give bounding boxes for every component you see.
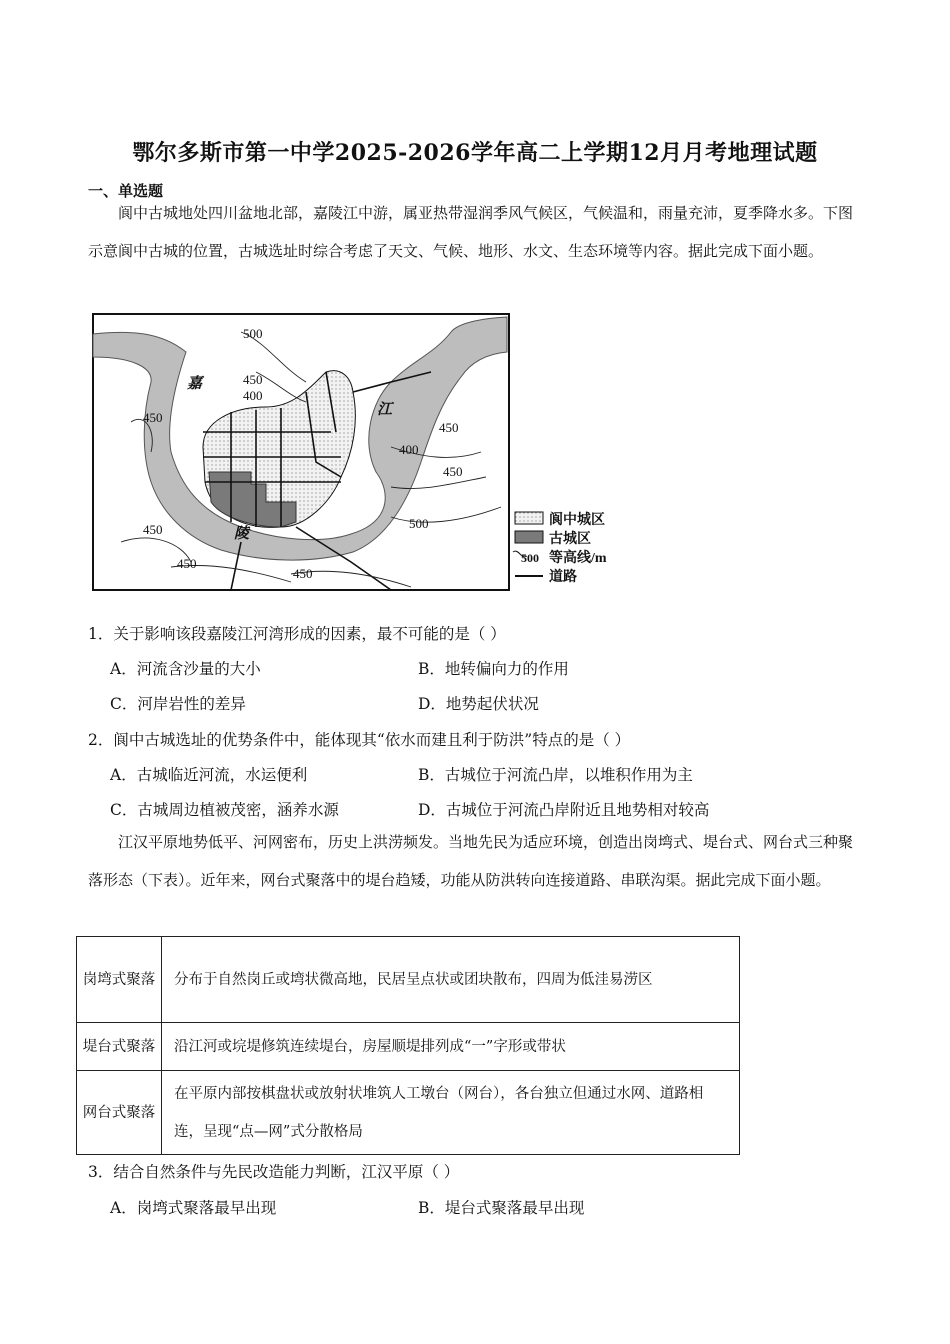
q2-option-a[interactable]: A．古城临近河流，水运便利 [110,766,308,784]
q2-option-b[interactable]: B．古城位于河流凸岸，以堆积作用为主 [418,766,693,784]
question-2-stem: 2．阆中古城选址的优势条件中，能体现其“依水而建且利于防洪”特点的是（ ） [88,731,631,749]
q3-option-b[interactable]: B．堤台式聚落最早出现 [418,1199,585,1217]
settlement-desc: 分布于自然岗丘或塆状微高地，民居呈点状或团块散布，四周为低洼易涝区 [162,937,740,1023]
settlement-desc: 沿江河或垸堤修筑连续堤台，房屋顺堤排列成“一”字形或带状 [162,1023,740,1071]
q1-option-c[interactable]: C．河岸岩性的差异 [110,695,246,713]
table-row [77,1071,740,1155]
q1-option-a[interactable]: A．河流含沙量的大小 [110,660,261,678]
question-3-stem: 3．结合自然条件与先民改造能力判断，江汉平原（ ） [88,1163,460,1181]
contour-label: 400 [399,442,419,457]
contour-label: 450 [439,420,459,435]
q1-option-b[interactable]: B．地转偏向力的作用 [418,660,569,678]
map-legend [513,511,607,585]
q3-option-a[interactable]: A．岗塆式聚落最早出现 [110,1199,277,1217]
passage-1: 阆中古城地处四川盆地北部，嘉陵江中游，属亚热带湿润季风气候区，气候温和，雨量充沛，夏季降水多。下图示意阆中古城的位置，古城选址时综合考虑了天文、气候、地形、水文、生态环境等内容。据此完成下面小题。 [88,204,854,260]
passage-2: 江汉平原地势低平、河网密布，历史上洪涝频发。当地先民为适应环境，创造出岗塆式、堤台式、网台式三种聚落形态（下表）。近年来，网台式聚落中的堤台趋矮，功能从防洪转向连接道路、串联沟渠。据此完成下面小题。 [88,833,854,889]
settlement-type: 堤台式聚落 [77,1023,162,1071]
q2-option-d[interactable]: D．古城位于河流凸岸附近且地势相对较高 [418,801,710,819]
legend-old-town: 古城区 [549,532,591,547]
question-1-stem: 1．关于影响该段嘉陵江河湾形成的因素，最不可能的是（ ） [88,625,506,643]
contour-label: 450 [143,410,163,425]
river-label: 嘉 [187,376,203,392]
legend-contour: 等高线/m [549,551,607,566]
settlement-table [76,936,740,1155]
contour-label: 450 [243,372,263,387]
q1-option-d[interactable]: D．地势起伏状况 [418,695,539,713]
settlement-type: 网台式聚落 [77,1071,162,1155]
contour-label: 500 [243,326,263,341]
river-label: 江 [377,402,393,418]
section-heading: 一、单选题 [88,182,164,200]
table-row [77,937,740,1023]
page-title: 鄂尔多斯市第一中学2025-2026学年高二上学期12月月考地理试题 [132,140,818,166]
settlement-desc: 在平原内部按棋盘状或放射状堆筑人工墩台（网台），各台独立但通过水网、道路相连，呈现“点—网”式分散格局 [162,1071,740,1155]
legend-road: 道路 [549,570,577,585]
contour-label: 400 [243,388,263,403]
contour-label: 450 [143,522,163,537]
legend-contour-value: 500 [521,551,539,565]
contour-label: 450 [293,566,313,581]
langzhong-map [91,312,621,592]
contour-label: 450 [177,556,197,571]
river-label: 陵 [234,526,250,542]
q2-option-c[interactable]: C．古城周边植被茂密，涵养水源 [110,801,339,819]
settlement-type: 岗塆式聚落 [77,937,162,1023]
legend-urban: 阆中城区 [549,513,605,528]
contour-label: 500 [409,516,429,531]
contour-label: 450 [443,464,463,479]
table-row [77,1023,740,1071]
